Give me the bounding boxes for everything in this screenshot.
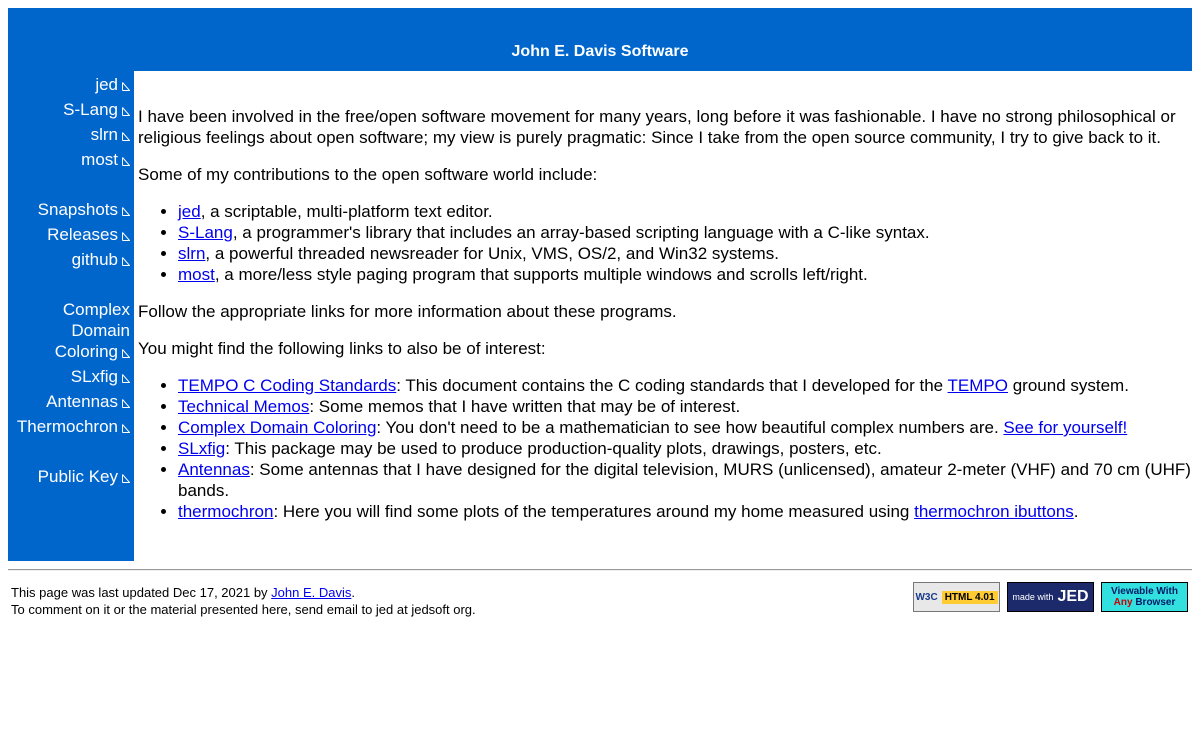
sidebar-item-antennas[interactable]: Antennas [8, 391, 134, 412]
sidebar [8, 71, 134, 561]
complex-domain-coloring-link[interactable]: Complex Domain Coloring [178, 418, 377, 437]
list-item: • most, a more/less style paging program that supports multiple windows and scrolls left/right. [178, 264, 1194, 285]
list-item: • S-Lang, a programmer's library that includes an array-based scripting language with a C-like syntax. [178, 222, 1194, 243]
most-link[interactable]: most [178, 265, 215, 284]
triangle-arrow-icon [122, 207, 130, 216]
triangle-arrow-icon [122, 474, 130, 483]
footer [11, 584, 891, 618]
see-for-yourself-link[interactable]: See for yourself! [1003, 418, 1128, 437]
triangle-arrow-icon [122, 107, 130, 116]
sidebar-item-most[interactable]: most [8, 149, 134, 170]
comment-note: To comment on it or the material presented here, send email to jed at jedsoft org. [11, 602, 476, 617]
list-item: • TEMPO C Coding Standards: This document contains the C coding standards that I developed for the TEMPO ground system. [178, 375, 1194, 396]
sidebar-spacer [8, 274, 134, 299]
author-link[interactable]: John E. Davis [271, 585, 352, 600]
sidebar-item-snapshots[interactable]: Snapshots [8, 199, 134, 220]
list-item: • Technical Memos: Some memos that I have written that may be of interest. [178, 396, 1194, 417]
slrn-link[interactable]: slrn [178, 244, 206, 263]
technical-memos-link[interactable]: Technical Memos [178, 397, 310, 416]
list-item: • SLxfig: This package may be used to produce production-quality plots, drawings, posters, etc. [178, 438, 1194, 459]
triangle-arrow-icon [122, 257, 130, 266]
triangle-arrow-icon [122, 82, 130, 91]
antennas-link[interactable]: Antennas [178, 460, 250, 479]
sidebar-item-public-key[interactable]: Public Key [8, 466, 134, 487]
sidebar-spacer [8, 441, 134, 466]
sidebar-item-thermochron[interactable]: Thermochron [8, 416, 134, 437]
viewable-any-browser-badge[interactable]: Viewable With Any Browser [1101, 582, 1188, 612]
main-content [138, 106, 1194, 538]
interest-list [138, 375, 1194, 522]
list-item: • slrn, a powerful threaded newsreader for Unix, VMS, OS/2, and Win32 systems. [178, 243, 1194, 264]
triangle-arrow-icon [122, 132, 130, 141]
intro-paragraph: I have been involved in the free/open software movement for many years, long before it was fashionable. I have no strong philosophical or religious feelings about open software; my view is purely pragmatic: Since I take from the open source community, I try to give back to it. [138, 107, 1176, 147]
triangle-arrow-icon [122, 349, 130, 358]
page-title: John E. Davis Software [511, 43, 689, 60]
w3c-html-badge[interactable]: W3C HTML 4.01 [913, 582, 1000, 612]
tempo-standards-link[interactable]: TEMPO C Coding Standards [178, 376, 397, 395]
tempo-link[interactable]: TEMPO [947, 376, 1008, 395]
jed-link[interactable]: jed [178, 202, 201, 221]
thermochron-ibuttons-link[interactable]: thermochron ibuttons [914, 502, 1074, 521]
triangle-arrow-icon [122, 399, 130, 408]
triangle-arrow-icon [122, 424, 130, 433]
sidebar-item-releases[interactable]: Releases [8, 224, 134, 245]
slang-link[interactable]: S-Lang [178, 223, 233, 242]
list-item: • jed, a scriptable, multi-platform text editor. [178, 201, 1194, 222]
contributions-heading: Some of my contributions to the open software world include: [138, 165, 598, 184]
sidebar-item-complex-domain-coloring[interactable]: Complex Domain Coloring [54, 300, 130, 361]
list-item: • Complex Domain Coloring: You don't need to be a mathematician to see how beautiful complex numbers are. See for yourself! [178, 417, 1194, 438]
last-updated: This page was last updated Dec 17, 2021 by John E. Davis. [11, 585, 355, 600]
page-header [8, 8, 1192, 71]
made-with-jed-badge[interactable]: made with JED [1007, 582, 1094, 612]
slxfig-link[interactable]: SLxfig [178, 439, 226, 458]
sidebar-item-slrn[interactable]: slrn [8, 124, 134, 145]
sidebar-item-slxfig[interactable]: SLxfig [8, 366, 134, 387]
thermochron-link[interactable]: thermochron [178, 502, 274, 521]
sidebar-item-slang[interactable]: S-Lang [8, 99, 134, 120]
follow-paragraph: Follow the appropriate links for more information about these programs. [138, 302, 677, 321]
badge-row [913, 582, 1188, 612]
list-item: • thermochron: Here you will find some plots of the temperatures around my home measured using thermochron ibuttons. [178, 501, 1194, 522]
interest-heading: You might find the following links to also be of interest: [138, 339, 546, 358]
sidebar-spacer [8, 174, 134, 199]
triangle-arrow-icon [122, 157, 130, 166]
sidebar-item-jed[interactable]: jed [8, 74, 134, 95]
triangle-arrow-icon [122, 232, 130, 241]
sidebar-item-github[interactable]: github [8, 249, 134, 270]
list-item: • Antennas: Some antennas that I have designed for the digital television, MURS (unlicensed), amateur 2-meter (VHF) and 70 cm (UHF) bands. [178, 459, 1194, 501]
footer-divider [8, 569, 1192, 571]
contributions-list [138, 201, 1194, 285]
triangle-arrow-icon [122, 374, 130, 383]
